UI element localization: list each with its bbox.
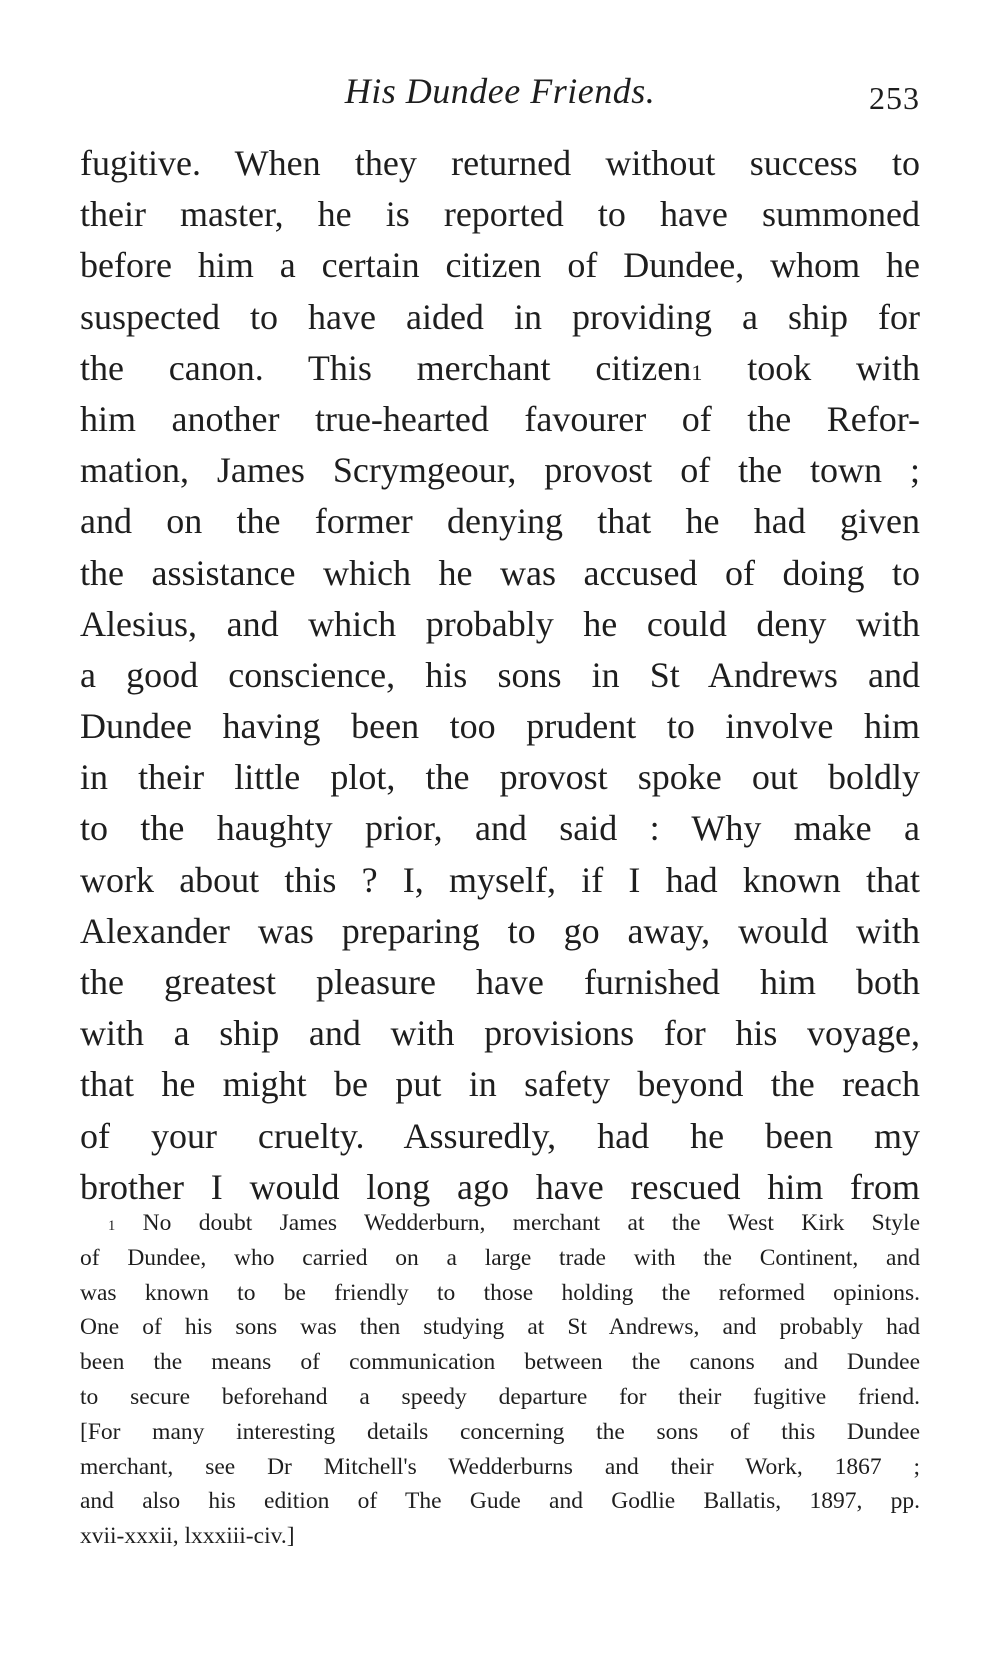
body-line: brother I would long ago have rescued him from [80, 1166, 920, 1207]
footnote-reference: 1 [691, 359, 703, 385]
body-line: Dundee having been too prudent to involve him [80, 706, 920, 747]
body-line: mation, James Scrymgeour, provost of the town ; [80, 450, 920, 491]
body-line: their master, he is reported to have summoned [80, 194, 920, 235]
body-text [80, 138, 920, 1213]
footnote-marker: 1 [108, 1218, 116, 1234]
body-line: before him a certain citizen of Dundee, whom he [80, 245, 920, 286]
footnote-line: and also his edition of The Gude and Godlie Ballatis, 1897, pp. [80, 1488, 920, 1515]
footnote-line: to secure beforehand a speedy departure for their fugitive friend. [80, 1383, 920, 1410]
footnote-line: One of his sons was then studying at St Andrews, and probably had [80, 1314, 920, 1341]
footnote-line: [For many interesting details concerning the sons of this Dundee [80, 1418, 920, 1445]
page-header [80, 70, 920, 122]
body-line: suspected to have aided in providing a ship for [80, 296, 920, 337]
footnote-line-first [80, 1206, 920, 1241]
body-line: to the haughty prior, and said : Why make a [80, 808, 920, 849]
body-line: the assistance which he was accused of doing to [80, 552, 920, 593]
body-line-text: the canon. This merchant citizen [80, 347, 692, 388]
body-line: in their little plot, the provost spoke out boldly [80, 757, 920, 798]
body-line: Alexander was preparing to go away, would with [80, 910, 920, 951]
body-line: work about this ? I, myself, if I had known that [80, 859, 920, 900]
body-line: Alesius, and which probably he could deny with [80, 603, 920, 644]
footnote-line: was known to be friendly to those holding the reformed opinions. [80, 1279, 920, 1306]
page-number: 253 [869, 80, 920, 116]
body-line: with a ship and with provisions for his voyage, [80, 1013, 920, 1054]
body-line: fugitive. When they returned without success to [80, 143, 920, 183]
running-title: His Dundee Friends. [344, 71, 656, 111]
body-line: and on the former denying that he had given [80, 501, 920, 542]
body-line: him another true-hearted favourer of the Refor- [80, 398, 920, 439]
body-line: of your cruelty. Assuredly, had he been my [80, 1115, 920, 1156]
body-line: that he might be put in safety beyond the reach [80, 1064, 920, 1105]
body-line: a good conscience, his sons in St Andrews and [80, 654, 920, 695]
body-line: the greatest pleasure have furnished him both [80, 962, 920, 1002]
footnote-line-text: No doubt James Wedderburn, merchant at the West Kirk Style [142, 1210, 920, 1236]
footnote-line: merchant, see Dr Mitchell's Wedderburns and their Work, 1867 ; [80, 1453, 920, 1480]
footnote-line: of Dundee, who carried on a large trade with the Continent, and [80, 1244, 920, 1271]
footnote [80, 1206, 920, 1554]
body-line-suffix: took with [702, 347, 920, 388]
footnote-line: xvii-xxxii, lxxxiii-civ.] [80, 1523, 295, 1550]
body-line-with-footnote-ref [80, 343, 920, 394]
footnote-line: been the means of communication between the canons and Dundee [80, 1349, 920, 1376]
